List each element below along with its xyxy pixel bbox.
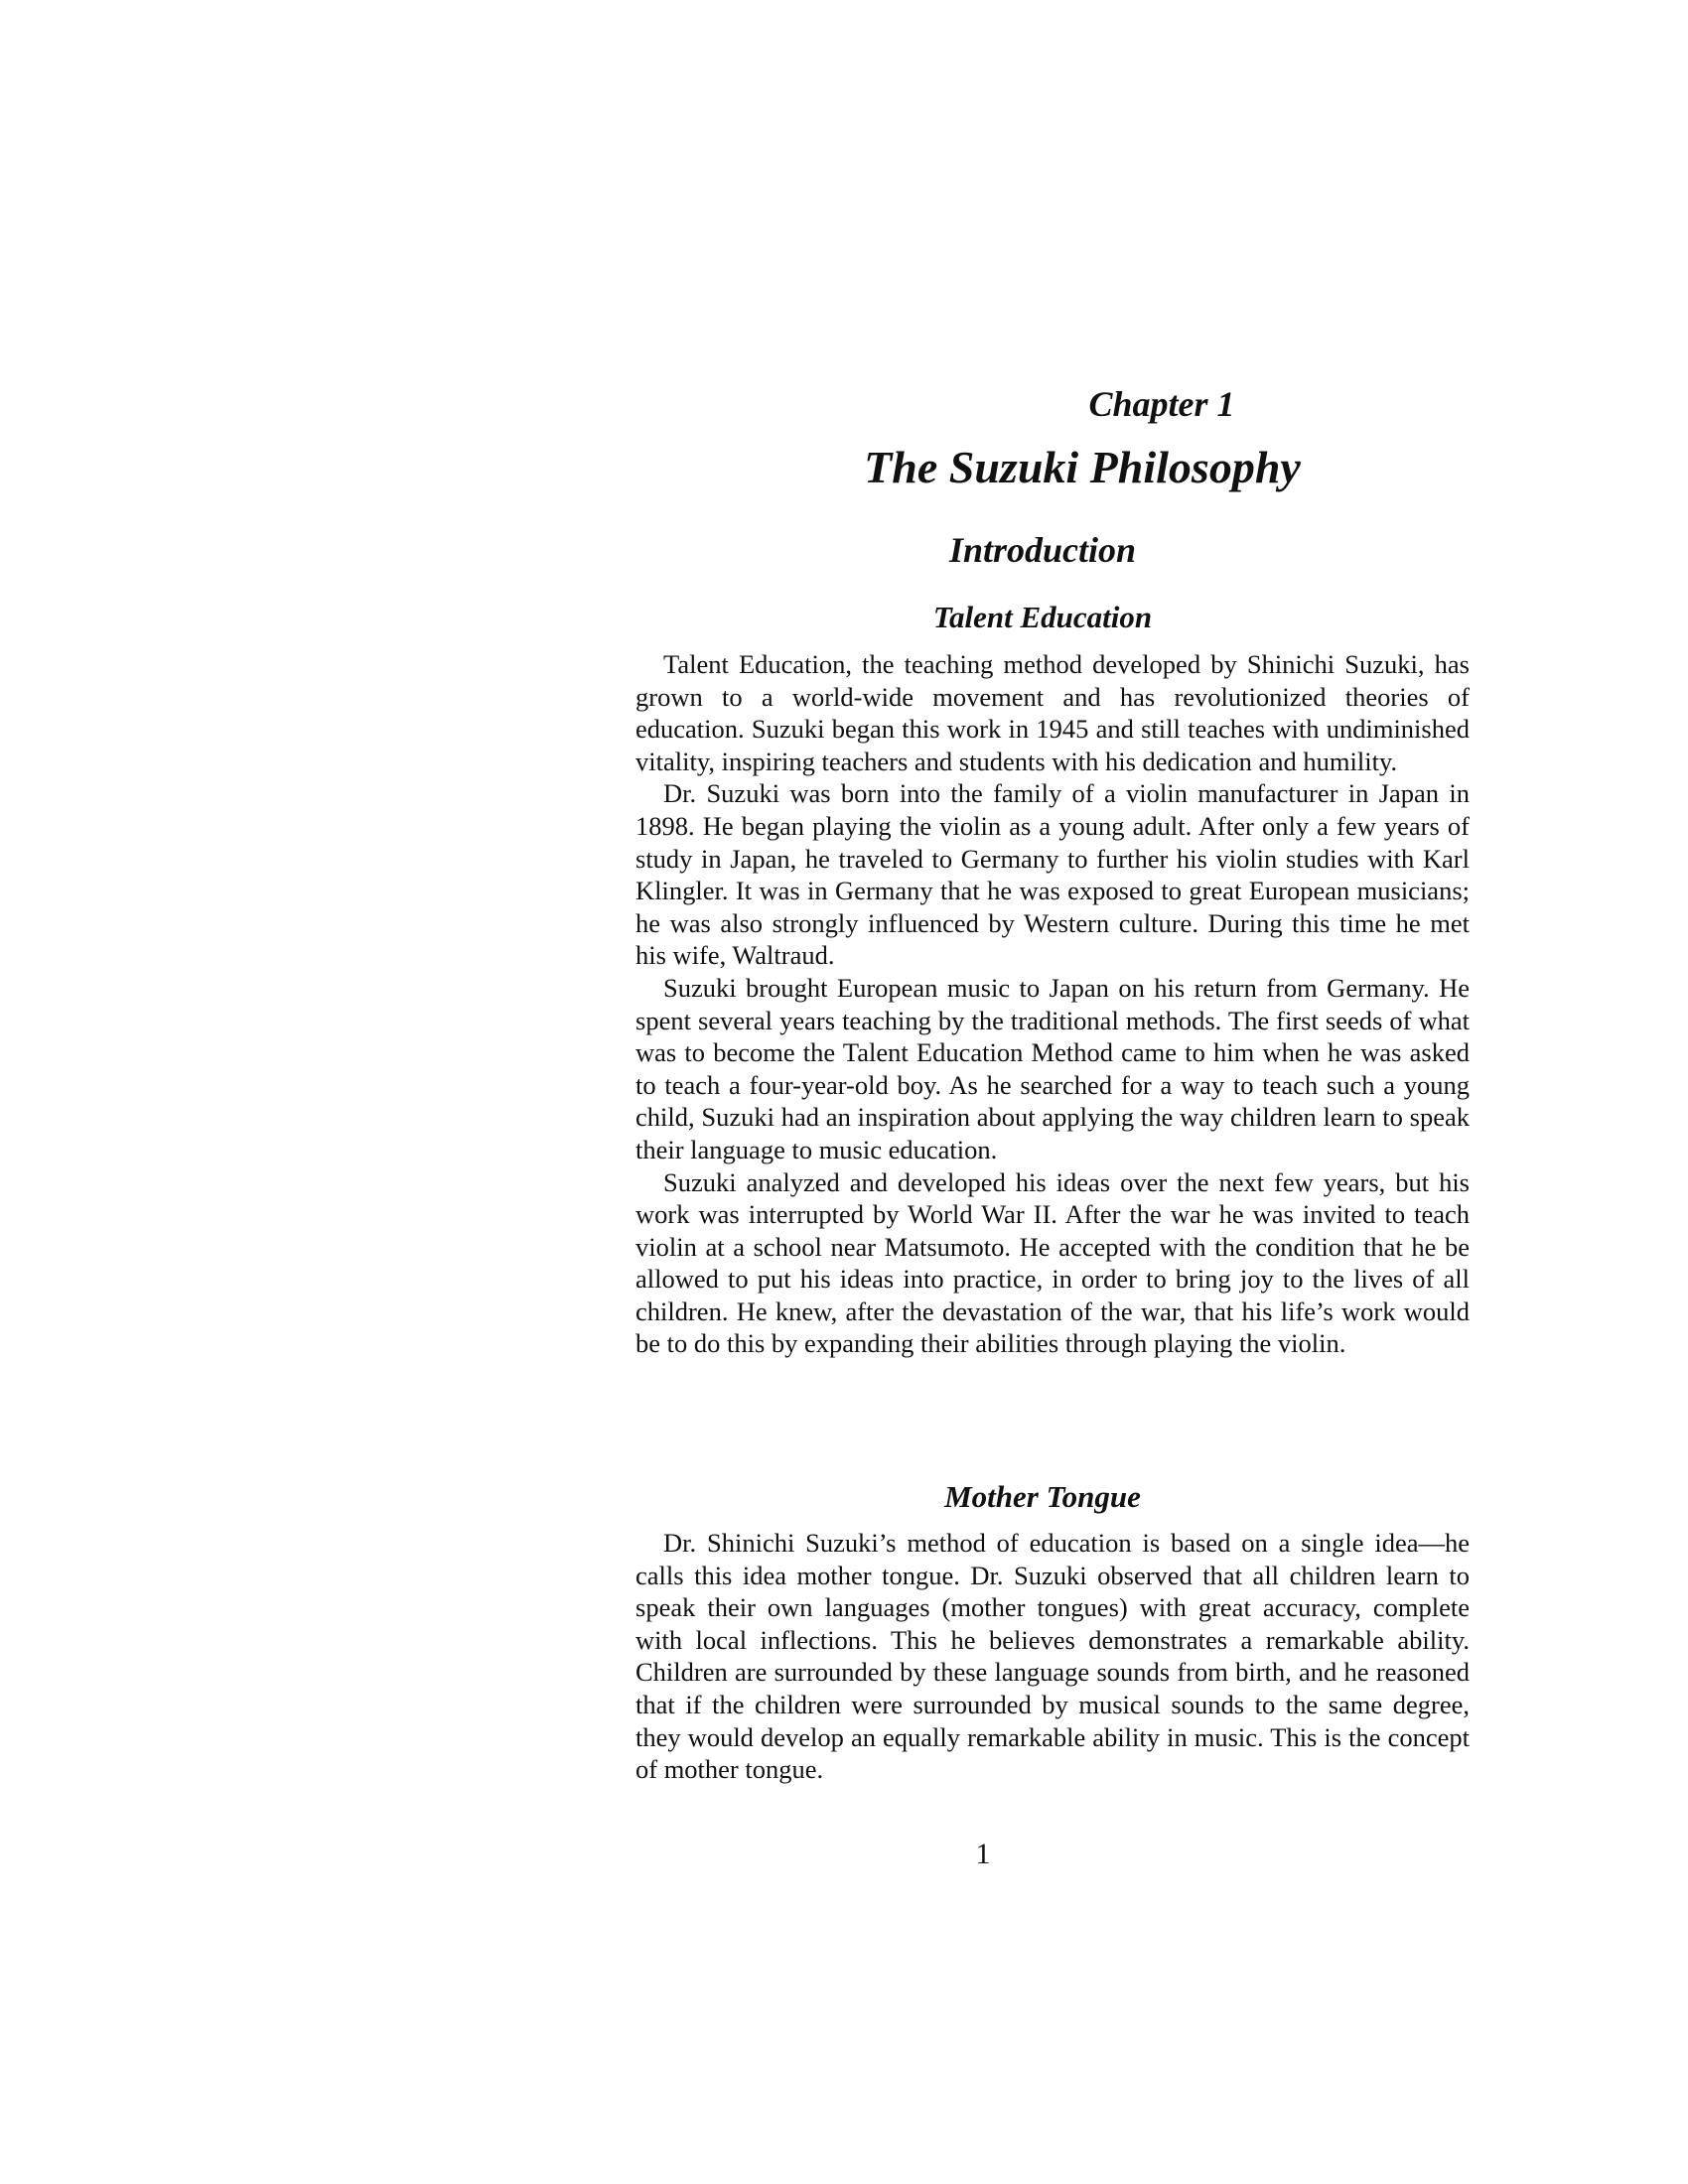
paragraph: Talent Education, the teaching method developed by Shinichi Suzuki, has grown to a world-wide movement and has revolutionized theories of education. Suzuki began this work in 1945 and still teaches with undiminished vitality, inspiring teachers and students with his dedication and humility. bbox=[635, 649, 1470, 776]
mother-tongue-text bbox=[635, 1527, 1470, 1786]
chapter-label: Chapter 1 bbox=[1088, 384, 1235, 424]
subheading-talent-education: Talent Education bbox=[932, 600, 1153, 634]
subheading-mother-tongue: Mother Tongue bbox=[944, 1479, 1141, 1514]
paragraph: Dr. Shinichi Suzuki’s method of education is based on a single idea—he calls this idea mother tongue. Dr. Suzuki observed that all children learn to speak their own languages (mother tongues) with great accuracy, complete with local inflections. This he believes demonstrates a remarkable ability. Children are surrounded by these language sounds from birth, and he reasoned that if the children were surrounded by musical sounds to the same degree, they would develop an equally remarkable ability in music. This is the concept of mother tongue. bbox=[635, 1528, 1470, 1785]
chapter-title: The Suzuki Philosophy bbox=[864, 442, 1301, 492]
section-heading-introduction: Introduction bbox=[948, 530, 1137, 570]
page-number: 1 bbox=[975, 1838, 991, 1870]
paragraph: Suzuki brought European music to Japan on his return from Germany. He spent several years teaching by the traditional methods. The first seeds of what was to become the Talent Education Method came to him when he was asked to teach a four-year-old boy. As he searched for a way to teach such a young child, Suzuki had an inspiration about applying the way children learn to speak their language to music education. bbox=[635, 972, 1470, 1164]
paragraph: Dr. Suzuki was born into the family of a violin manufacturer in Japan in 1898. He began playing the violin as a young adult. After only a few years of study in Japan, he traveled to Germany to further his violin studies with Karl Klingler. It was in Germany that he was exposed to great European musicians; he was also strongly influenced by Western culture. During this time he met his wife, Waltraud. bbox=[635, 778, 1470, 971]
paragraph: Suzuki analyzed and developed his ideas over the next few years, but his work was interrupted by World War II. After the war he was invited to teach violin at a school near Matsumoto. He accepted with the condition that he be allowed to put his ideas into practice, in order to bring joy to the lives of all children. He knew, after the devastation of the war, that his life’s work would be to do this by expanding their abilities through playing the violin. bbox=[635, 1166, 1470, 1359]
talent-education-text bbox=[635, 648, 1470, 1360]
